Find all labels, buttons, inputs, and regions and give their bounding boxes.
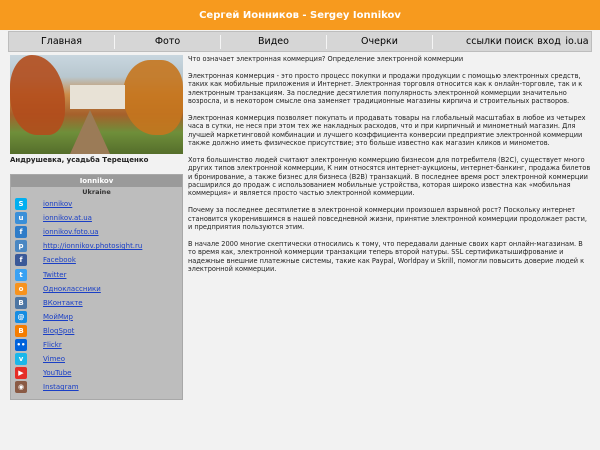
social-link[interactable]: ВКонтакте [43, 298, 83, 307]
social-link[interactable]: Facebook [43, 256, 76, 265]
social-link-item [11, 197, 182, 211]
social-link-item [11, 324, 182, 338]
article-paragraph: Почему за последнее десятилетие в электронной коммерции произошел взрывной рост? Поскольку интернет становится укоренившимся в нашей повседневной жизни, принятие электронной коммерции продолжает расти, и предприятия пользуются этим. [188, 206, 588, 232]
nav-home[interactable]: Главная [40, 36, 83, 47]
article-paragraph: Электронная коммерция - это просто процесс покупки и продажи продукции с помощью электронных средств, таких как мобильные приложения и Интернет. Электронная торговля относится как к онлайн-торговле, так и к электронным транзакциям. За последние десятилетия популярность электронной коммерции значительно возросла, и в некотором смысле она заменяет традиционные магазины кирпича и строительных растворов. [188, 71, 583, 106]
social-link[interactable]: ionnikov.foto.ua [43, 228, 99, 237]
facebook-icon[interactable]: f [15, 254, 27, 266]
social-link-item [11, 282, 182, 296]
social-link-item [11, 253, 182, 267]
nav-essays[interactable]: Очерки [361, 36, 398, 47]
social-links [11, 197, 182, 394]
photosight-icon[interactable]: p [15, 240, 27, 252]
social-link[interactable]: Flickr [43, 340, 62, 349]
social-link-item [11, 310, 182, 324]
social-link[interactable]: BlogSpot [43, 326, 75, 335]
moymir-icon[interactable]: @ [15, 311, 27, 323]
article-paragraph: В начале 2000 многие скептически относились к тому, что передавали данные своих карт онлайн-магазинам. В то время как, электронной коммерции транзакции теперь второй натуры. SSL сертификатышифрование и надежные внешние платежные системы, такие как Paypal, Worldpay и Skrill, помогли повысить доверие людей к электронной коммерции. [188, 239, 585, 274]
blogspot-icon[interactable]: B [15, 325, 27, 337]
flickr-icon[interactable]: •• [16, 340, 26, 349]
article [188, 55, 592, 282]
odnoklassniki-icon[interactable]: o [15, 283, 27, 295]
article-intro: Что означает электронная коммерция? Определение электронной коммерции [188, 55, 464, 63]
social-link[interactable]: YouTube [43, 369, 72, 378]
social-link-item [11, 211, 182, 225]
nav-photo[interactable]: Фото [154, 36, 181, 47]
nav-divider [432, 35, 433, 49]
foto-ua-icon[interactable]: f [15, 226, 27, 238]
twitter-icon[interactable]: t [15, 269, 27, 281]
nav-video[interactable]: Видео [258, 36, 289, 47]
instagram-icon[interactable]: ◉ [15, 381, 27, 393]
nav-io-ua[interactable]: io.ua [565, 36, 589, 47]
social-link-item [11, 239, 182, 253]
social-link[interactable]: Vimeo [43, 355, 65, 364]
ucoz-icon[interactable]: u [15, 212, 27, 224]
site-title: Сергей Ионников - Sergey Ionnikov [199, 9, 401, 21]
social-link-item [11, 225, 182, 239]
article-paragraph: Электронная коммерция позволяет покупать и продавать товары на глобальный масштабах в любое из четырех часа в сутки, не неся при этом тех же накладных расходов, что и при кирпичный и минометный магазин. Для лучшей маркетинговой комбинации и лучшего коэффициента конверсии предприятие электронной коммерции также должно иметь физическое присутствие; это больше известно как магазин кликов и минометов. [188, 113, 586, 148]
youtube-icon[interactable]: ▶ [15, 367, 27, 379]
nav-links[interactable]: ссылки [466, 36, 502, 47]
article-paragraph: Хотя большинство людей считают электронную коммерцию бизнесом для потребителя (B2C), существует много других типов электронной коммерции, К ним относятся интернет-аукционы, интернет-банкинг, продажа билетов и бронирование, а также бизнес для бизнеса (B2B) транзакций. В последнее время рост электронной коммерции расширился до продаж с использованием мобильные устройства, которая широко известна как «мобильная коммерция» и является просто частью электронной коммерции. [188, 155, 591, 198]
vimeo-icon[interactable]: v [15, 353, 27, 365]
sidebar-title: Ionnikov [11, 175, 182, 187]
social-link-item [11, 366, 182, 380]
social-link[interactable]: МойМир [43, 312, 73, 321]
estate-photo [10, 55, 183, 154]
social-link[interactable]: http://ionnikov.photosight.ru [43, 242, 143, 251]
social-link[interactable]: Instagram [43, 383, 79, 392]
social-link[interactable]: Twitter [43, 270, 67, 279]
site-header [0, 0, 600, 30]
social-link-item [11, 380, 182, 394]
main-nav [8, 31, 592, 52]
skype-icon[interactable]: S [15, 198, 27, 210]
vkontakte-icon[interactable]: В [15, 297, 27, 309]
photo-caption: Андрушевка, усадьба Терещенко [10, 156, 149, 164]
social-link[interactable]: ionnikov.at.ua [43, 214, 92, 223]
social-link-item [11, 352, 182, 366]
social-link-item [11, 267, 182, 281]
nav-login[interactable]: вход [537, 36, 561, 47]
sidebar [10, 174, 183, 400]
social-link-item [11, 296, 182, 310]
nav-search[interactable]: поиск [504, 36, 534, 47]
social-link[interactable]: ionnikov [43, 200, 73, 209]
social-link-item [11, 338, 182, 352]
sidebar-subtitle: Ukraine [82, 188, 111, 196]
social-link[interactable]: Одноклассники [43, 284, 101, 293]
